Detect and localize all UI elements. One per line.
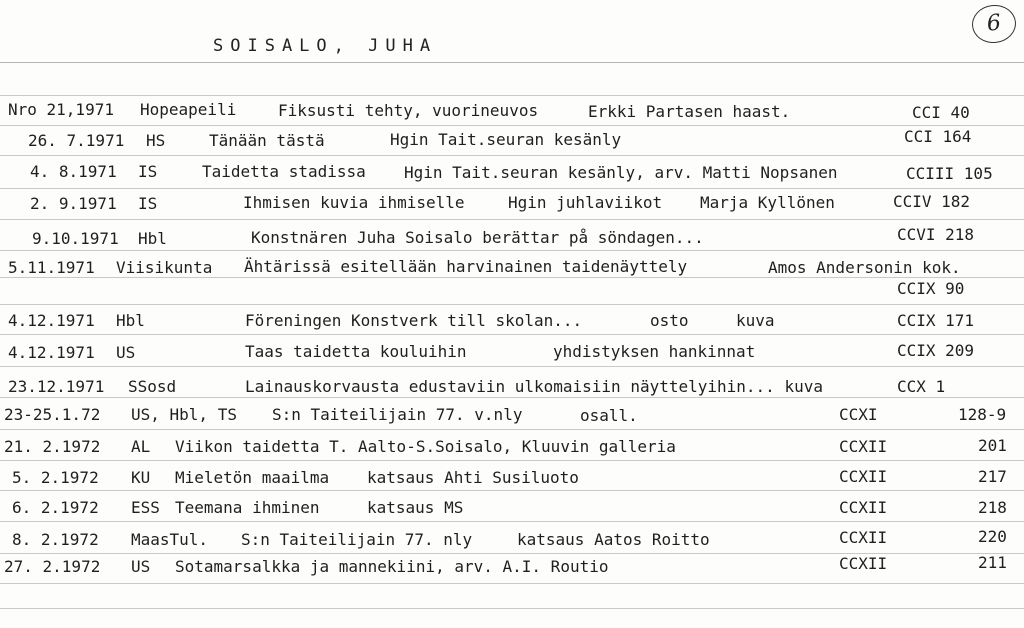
entry-title: Taidetta stadissa: [202, 162, 366, 181]
entry-title: Lainauskorvausta edustaviin ulkomaisiin näyttelyihin... kuva: [245, 377, 823, 396]
entry-date: 26. 7.1971: [28, 131, 125, 150]
entry-date: 27. 2.1972: [4, 557, 101, 576]
entry-source: IS: [138, 162, 158, 181]
entry-date: 21. 2.1972: [4, 437, 101, 456]
entry-ref: CCIX 209: [897, 341, 975, 360]
card-rule: [0, 188, 1024, 189]
entry-title: Konstnären Juha Soisalo berättar på söndagen...: [251, 228, 704, 247]
entry-page: 220: [978, 527, 1007, 546]
entry-source: Hbl: [138, 229, 167, 248]
entry-note: katsaus Ahti Susiluoto: [367, 468, 579, 487]
entry-note: katsaus Aatos Roitto: [517, 530, 710, 549]
entry-source: KU: [131, 468, 151, 487]
entry-page: 211: [978, 553, 1007, 572]
entry-ref: CCIX 171: [897, 311, 975, 330]
entry-date: 23-25.1.72: [4, 405, 101, 424]
entry-volume: CCXII: [839, 467, 888, 486]
entry-date: 4. 8.1971: [30, 162, 117, 181]
entry-date: 5.11.1971: [8, 258, 95, 277]
entry-title: Föreningen Konstverk till skolan...: [245, 311, 583, 330]
entry-note: osto: [650, 311, 689, 330]
card-rule: [0, 62, 1024, 63]
card-rule: [0, 429, 1024, 430]
entry-volume: CCXII: [839, 528, 888, 547]
page-number: 6: [970, 3, 1018, 45]
entry-date: 6. 2.1972: [12, 498, 99, 517]
card-title: SOISALO, JUHA: [213, 36, 438, 56]
entry-note: osall.: [580, 406, 638, 425]
entry-source: Viisikunta: [116, 258, 213, 277]
entry-title: Viikon taidetta T. Aalto-S.Soisalo, Kluuvin galleria: [175, 437, 676, 456]
card-rule: [0, 95, 1024, 96]
entry-author: Marja Kyllönen: [700, 193, 835, 212]
card-rule: [0, 521, 1024, 522]
card-rule: [0, 460, 1024, 461]
card-rule: [0, 366, 1024, 367]
entry-page: 217: [978, 467, 1007, 486]
card-rule: [0, 397, 1024, 398]
entry-volume: CCXII: [839, 437, 888, 456]
entry-source: MaasTul.: [131, 530, 209, 549]
card-rule: [0, 583, 1024, 584]
entry-page: 128-9: [958, 405, 1007, 424]
entry-note: Hgin juhlaviikot: [508, 193, 663, 212]
card-rule: [0, 490, 1024, 491]
entry-date: 8. 2.1972: [12, 530, 99, 549]
entry-title: Taas taidetta kouluihin: [245, 342, 467, 361]
entry-title: Ihmisen kuvia ihmiselle: [243, 193, 465, 212]
entry-page: 201: [978, 436, 1007, 455]
entry-title: S:n Taiteilijain 77. nly: [241, 530, 473, 549]
entry-source: HS: [146, 131, 166, 150]
entry-source: Hopeapeili: [140, 100, 237, 119]
entry-volume: CCXII: [839, 554, 888, 573]
entry-extra: kuva: [736, 311, 775, 330]
card-rule: [0, 250, 1024, 251]
entry-ref: CCIX 90: [897, 279, 965, 298]
entry-source: US: [131, 557, 151, 576]
entry-title: Ähtärissä esitellään harvinainen taidenäyttely: [244, 257, 688, 276]
card-rule: [0, 277, 1024, 278]
entry-note: Amos Andersonin kok.: [768, 258, 961, 277]
entry-ref: CCIII 105: [906, 164, 993, 183]
entry-title: Mieletön maailma: [175, 468, 330, 487]
entry-date: Nro 21,1971: [8, 100, 114, 119]
entry-date: 5. 2.1972: [12, 468, 99, 487]
entry-note: Hgin Tait.seuran kesänly, arv. Matti Nopsanen: [404, 163, 838, 182]
entry-ref: CCX 1: [897, 377, 946, 396]
card-rule: [0, 155, 1024, 156]
entry-source: Hbl: [116, 311, 145, 330]
entry-ref: CCVI 218: [897, 225, 975, 244]
card-rule: [0, 219, 1024, 220]
entry-title: Sotamarsalkka ja mannekiini, arv. A.I. Routio: [175, 557, 609, 576]
entry-title: Teemana ihminen: [175, 498, 320, 517]
entry-note: Erkki Partasen haast.: [588, 102, 791, 121]
entry-volume: CCXI: [839, 405, 878, 424]
entry-title: Fiksusti tehty, vuorineuvos: [278, 101, 539, 120]
card-rule: [0, 334, 1024, 335]
entry-page: 218: [978, 498, 1007, 517]
entry-date: 4.12.1971: [8, 311, 95, 330]
entry-note: katsaus MS: [367, 498, 464, 517]
entry-note: yhdistyksen hankinnat: [553, 342, 756, 361]
entry-date: 4.12.1971: [8, 343, 95, 362]
entry-source: IS: [138, 194, 158, 213]
card-rule: [0, 304, 1024, 305]
entry-ref: CCIV 182: [893, 192, 971, 211]
entry-title: S:n Taiteilijain 77. v.nly: [272, 405, 523, 424]
entry-source: US: [116, 343, 136, 362]
card-rule: [0, 125, 1024, 126]
entry-source: SSosd: [128, 377, 177, 396]
entry-source: AL: [131, 437, 151, 456]
entry-ref: CCI 40: [912, 103, 970, 122]
entry-date: 23.12.1971: [8, 377, 105, 396]
entry-volume: CCXII: [839, 498, 888, 517]
entry-date: 9.10.1971: [32, 229, 119, 248]
entry-date: 2. 9.1971: [30, 194, 117, 213]
entry-note: Hgin Tait.seuran kesänly: [390, 130, 622, 149]
entry-source: ESS: [131, 498, 160, 517]
entry-source: US, Hbl, TS: [131, 405, 237, 424]
card-rule: [0, 608, 1024, 609]
entry-title: Tänään tästä: [209, 131, 325, 150]
entry-ref: CCI 164: [904, 127, 972, 146]
